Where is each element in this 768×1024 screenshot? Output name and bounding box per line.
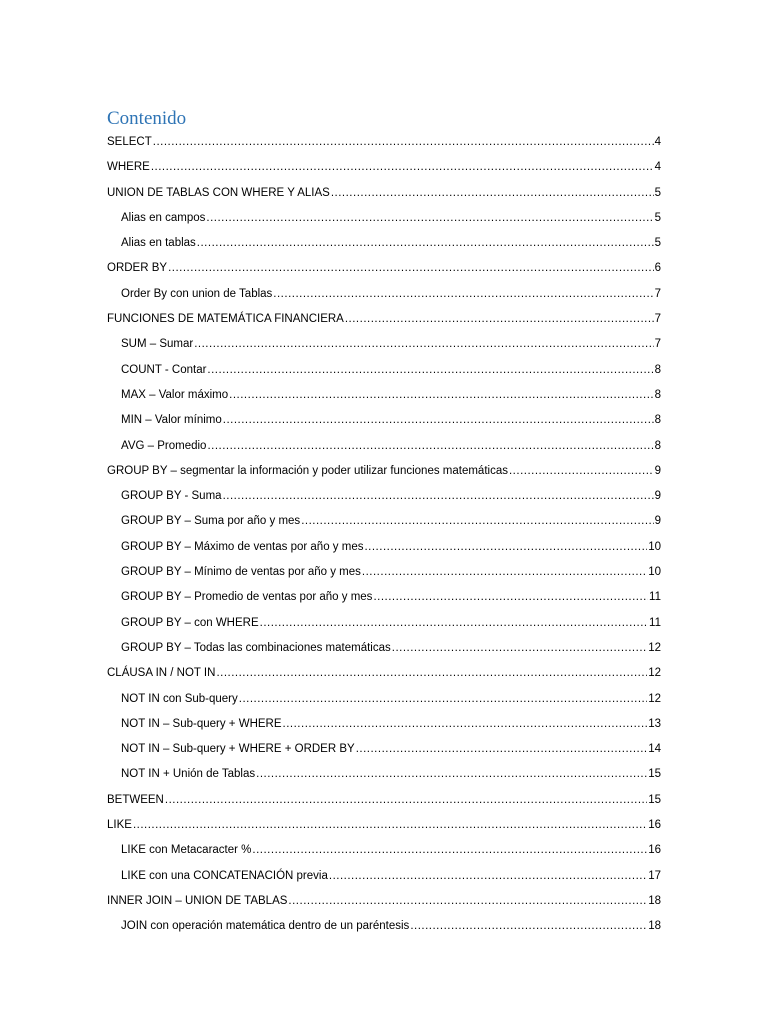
toc-dot-leader: [207, 434, 653, 459]
toc-dot-leader: [256, 762, 647, 787]
toc-page-number: 5: [654, 237, 661, 250]
toc-entry[interactable]: [107, 762, 661, 787]
toc-entry-title: LIKE con Metacaracter %: [121, 844, 252, 857]
toc-page-number: 9: [654, 490, 661, 503]
toc-page-number: 16: [648, 819, 661, 832]
toc-entry[interactable]: [107, 408, 661, 433]
toc-dot-leader: [364, 535, 647, 560]
toc-dot-leader: [301, 509, 653, 534]
toc-page-number: 10: [648, 540, 661, 553]
toc-dot-leader: [223, 408, 654, 433]
toc-entry[interactable]: [107, 864, 661, 889]
toc-page-number: 7: [654, 338, 661, 351]
toc-entry[interactable]: [107, 788, 661, 813]
toc-page-number: 8: [654, 439, 661, 452]
toc-entry-title: LIKE: [107, 819, 132, 832]
toc-entry-title: GROUP BY – Promedio de ventas por año y mes: [121, 591, 373, 604]
toc-page-number: 8: [654, 363, 661, 376]
toc-page-number: 16: [648, 844, 661, 857]
toc-entry-title: GROUP BY – Todas las combinaciones matemáticas: [121, 641, 391, 654]
table-of-contents: [107, 130, 661, 940]
toc-entry-title: NOT IN con Sub-query: [121, 692, 238, 705]
toc-entry-title: GROUP BY - Suma: [121, 490, 222, 503]
toc-entry[interactable]: [107, 332, 661, 357]
toc-entry[interactable]: [107, 509, 661, 534]
toc-heading: Contenido: [107, 108, 187, 129]
toc-entry[interactable]: [107, 813, 661, 838]
toc-entry-title: SELECT: [107, 136, 152, 148]
toc-dot-leader: [252, 838, 647, 863]
toc-entry-title: BETWEEN: [107, 793, 164, 806]
toc-entry-title: UNION DE TABLAS CON WHERE Y ALIAS: [107, 186, 330, 199]
toc-page-number: 18: [648, 920, 661, 933]
toc-entry-title: ORDER BY: [107, 262, 168, 275]
toc-entry-title: AVG – Promedio: [121, 439, 207, 452]
toc-page-number: 5: [654, 186, 661, 199]
toc-entry-title: INNER JOIN – UNION DE TABLAS: [107, 894, 288, 907]
toc-dot-leader: [151, 155, 654, 180]
toc-entry[interactable]: [107, 737, 661, 762]
toc-dot-leader: [329, 864, 647, 889]
toc-dot-leader: [194, 332, 653, 357]
toc-entry[interactable]: [107, 914, 661, 939]
toc-entry-title: MAX – Valor máximo: [121, 388, 229, 401]
toc-entry[interactable]: [107, 383, 661, 408]
toc-dot-leader: [239, 687, 647, 712]
toc-page-number: 11: [649, 616, 661, 629]
toc-page-number: 10: [648, 566, 661, 579]
toc-entry-title: LIKE con una CONCATENACIÓN previa: [121, 869, 328, 882]
toc-dot-leader: [260, 611, 648, 636]
toc-entry-title: GROUP BY – Mínimo de ventas por año y mes: [121, 566, 361, 579]
toc-entry[interactable]: [107, 661, 661, 686]
toc-page-number: 11: [649, 591, 661, 604]
toc-dot-leader: [223, 484, 654, 509]
toc-entry-title: CLÁUSA IN / NOT IN: [107, 667, 216, 680]
toc-entry-title: Order By con union de Tablas: [121, 287, 273, 300]
toc-page-number: 14: [648, 743, 661, 756]
toc-dot-leader: [509, 459, 654, 484]
toc-entry[interactable]: [107, 206, 661, 231]
toc-dot-leader: [168, 256, 654, 281]
toc-dot-leader: [273, 282, 653, 307]
toc-entry[interactable]: [107, 307, 661, 332]
toc-dot-leader: [207, 358, 653, 383]
toc-entry-title: GROUP BY – con WHERE: [121, 616, 259, 629]
toc-dot-leader: [331, 181, 654, 206]
toc-page-number: 9: [654, 515, 661, 528]
toc-entry[interactable]: [107, 358, 661, 383]
toc-dot-leader: [362, 560, 647, 585]
toc-entry[interactable]: [107, 155, 661, 180]
toc-dot-leader: [283, 712, 648, 737]
toc-entry[interactable]: [107, 434, 661, 459]
toc-entry-title: NOT IN – Sub-query + WHERE + ORDER BY: [121, 743, 355, 756]
toc-entry-title: COUNT - Contar: [121, 363, 207, 376]
toc-entry[interactable]: [107, 282, 661, 307]
toc-dot-leader: [288, 889, 647, 914]
toc-entry[interactable]: [107, 459, 661, 484]
toc-page-number: 8: [654, 388, 661, 401]
toc-page-number: 4: [654, 161, 661, 174]
toc-entry[interactable]: [107, 560, 661, 585]
toc-entry[interactable]: [107, 889, 661, 914]
toc-dot-leader: [373, 585, 648, 610]
toc-dot-leader: [345, 307, 654, 332]
toc-entry-title: GROUP BY – Máximo de ventas por año y mes: [121, 540, 364, 553]
toc-page-number: 12: [648, 641, 661, 654]
toc-dot-leader: [206, 206, 653, 231]
toc-entry-title: GROUP BY – Suma por año y mes: [121, 515, 301, 528]
toc-dot-leader: [410, 914, 647, 939]
toc-entry[interactable]: [107, 712, 661, 737]
toc-page-number: 5: [654, 211, 661, 224]
toc-entry-title: NOT IN + Unión de Tablas: [121, 768, 256, 781]
toc-entry[interactable]: [107, 838, 661, 863]
toc-entry-title: SUM – Sumar: [121, 338, 194, 351]
toc-page-number: 18: [648, 894, 661, 907]
toc-entry[interactable]: [107, 611, 661, 636]
toc-page-number: 15: [648, 793, 661, 806]
toc-entry[interactable]: [107, 181, 661, 206]
toc-entry-title: FUNCIONES DE MATEMÁTICA FINANCIERA: [107, 313, 344, 326]
toc-entry[interactable]: [107, 484, 661, 509]
toc-entry-title: JOIN con operación matemática dentro de un paréntesis: [121, 920, 410, 933]
toc-entry[interactable]: [107, 535, 661, 560]
toc-dot-leader: [356, 737, 648, 762]
toc-entry-title: GROUP BY – segmentar la información y poder utilizar funciones matemáticas: [107, 464, 508, 477]
toc-entry[interactable]: [107, 585, 661, 610]
toc-page-number: 9: [654, 464, 661, 477]
toc-page-number: 6: [654, 262, 661, 275]
toc-entry-title: Alias en tablas: [121, 237, 196, 250]
toc-entry[interactable]: [107, 256, 661, 281]
toc-entry-title: WHERE: [107, 161, 150, 174]
toc-entry-title: NOT IN – Sub-query + WHERE: [121, 717, 282, 730]
toc-page-number: 7: [654, 313, 661, 326]
toc-page-number: 4: [654, 136, 661, 148]
toc-page-number: 17: [648, 869, 661, 882]
toc-entry[interactable]: [107, 130, 661, 155]
toc-page-number: 7: [654, 287, 661, 300]
toc-entry[interactable]: [107, 636, 661, 661]
toc-dot-leader: [216, 661, 647, 686]
toc-entry[interactable]: [107, 231, 661, 256]
toc-entry-title: MIN – Valor mínimo: [121, 414, 222, 427]
toc-dot-leader: [153, 130, 654, 155]
toc-page-number: 8: [654, 414, 661, 427]
toc-page-number: 12: [648, 667, 661, 680]
toc-dot-leader: [197, 231, 654, 256]
toc-entry-title: Alias en campos: [121, 211, 206, 224]
toc-page-number: 15: [648, 768, 661, 781]
toc-dot-leader: [133, 813, 647, 838]
toc-dot-leader: [392, 636, 647, 661]
toc-entry[interactable]: [107, 687, 661, 712]
toc-dot-leader: [229, 383, 653, 408]
toc-page-number: 13: [648, 717, 661, 730]
toc-dot-leader: [165, 788, 647, 813]
toc-page-number: 12: [648, 692, 661, 705]
